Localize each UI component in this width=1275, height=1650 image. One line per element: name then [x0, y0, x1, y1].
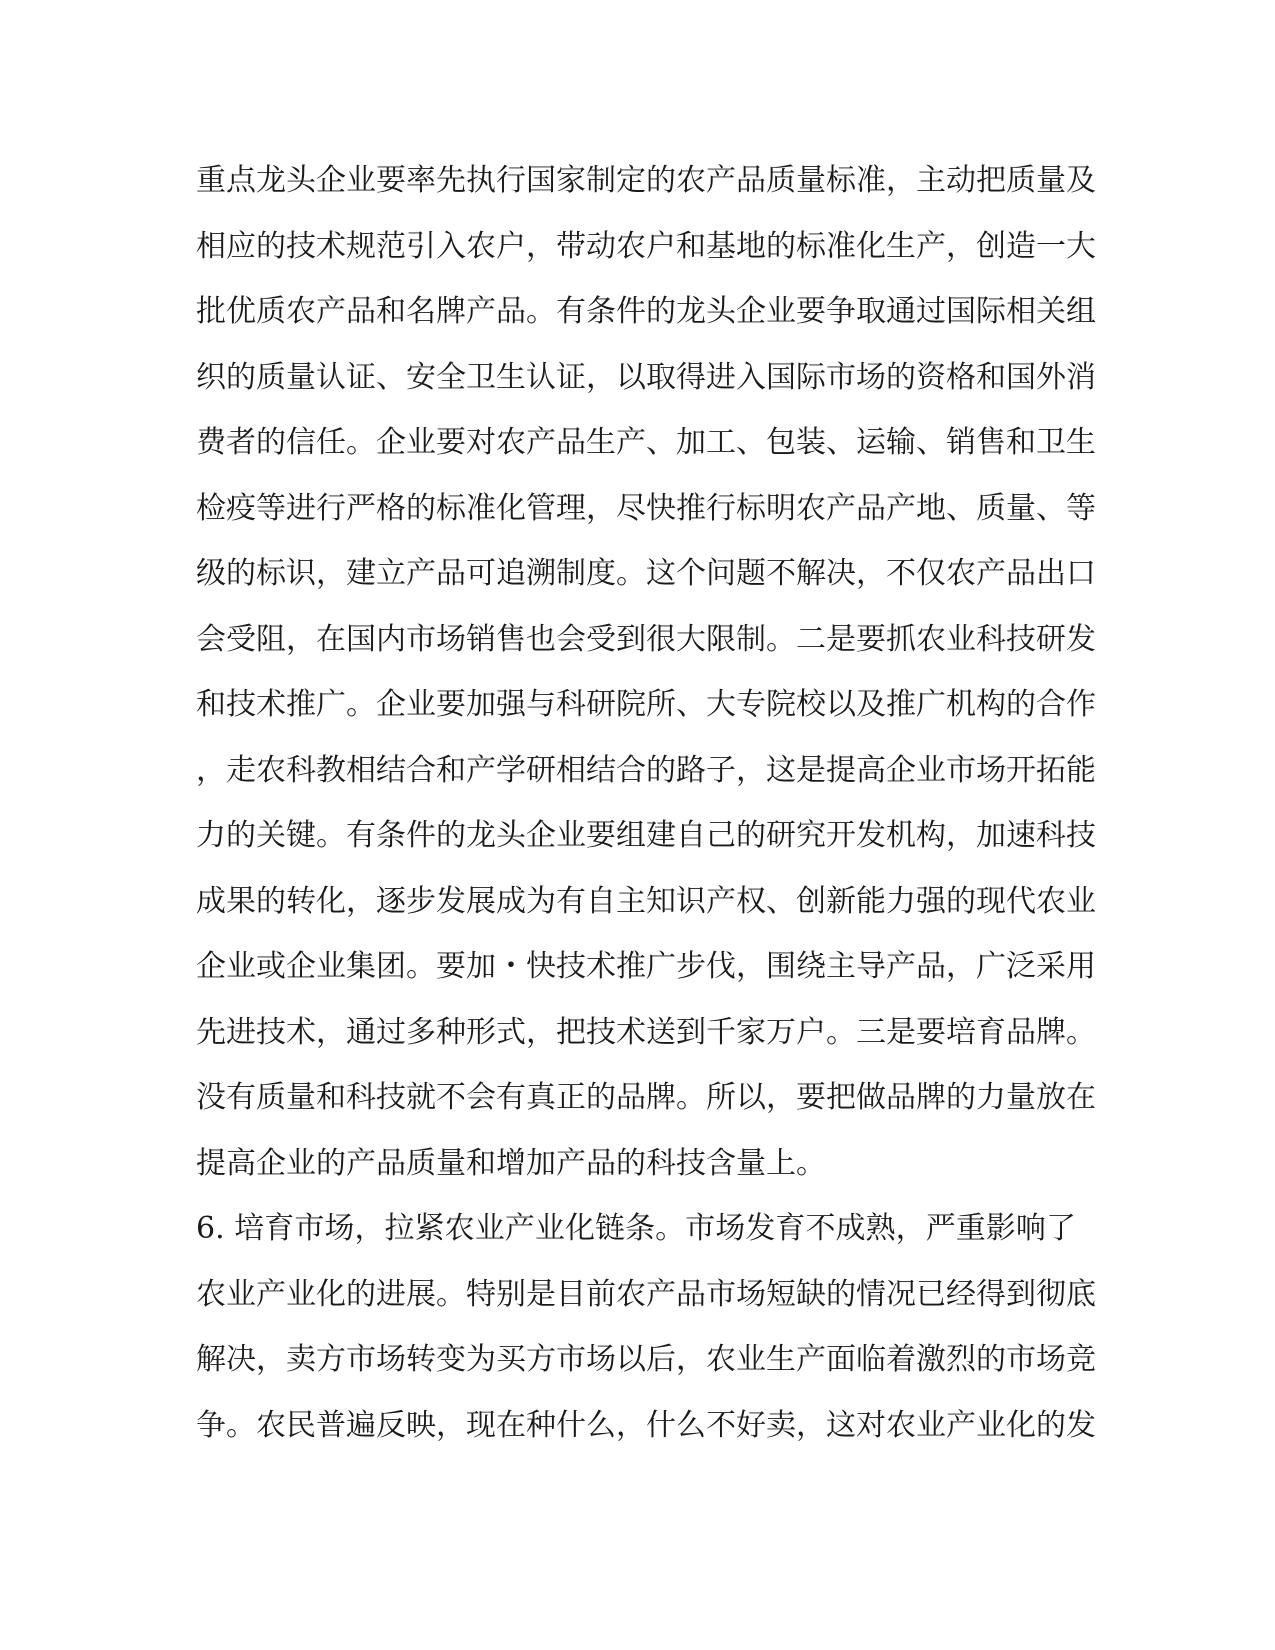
text-line: 6. 培育市场，拉紧农业产业化链条。市场发育不成熟，严重影响了: [196, 1211, 1076, 1246]
text-line: 和技术推广。企业要加强与科研院所、大专院校以及推广机构的合作: [196, 687, 1096, 722]
text-line: 批优质农产品和名牌产品。有条件的龙头企业要争取通过国际相关组: [196, 294, 1096, 329]
text-line: ，走农科教相结合和产学研相结合的路子，这是提高企业市场开拓能: [196, 752, 1096, 788]
text-line: 企业或企业集团。要加・快技术推广步伐，围绕主导产品，广泛采用: [196, 949, 1096, 984]
text-line: 费者的信任。企业要对农产品生产、加工、包装、运输、销售和卫生: [196, 425, 1096, 460]
text-line: 提高企业的产品质量和增加产品的科技含量上。: [196, 1145, 826, 1181]
text-line: 力的关键。有条件的龙头企业要组建自己的研究开发机构，加速科技: [196, 818, 1096, 853]
body-text: [196, 148, 1096, 1458]
text-line: 先进技术，通过多种形式，把技术送到千家万户。三是要培育品牌。: [196, 1014, 1096, 1050]
text-line: 争。农民普遍反映，现在种什么，什么不好卖，这对农业产业化的发: [196, 1407, 1096, 1443]
text-line: 成果的转化，逐步发展成为有自主知识产权、创新能力强的现代农业: [196, 883, 1096, 919]
text-line: 检疫等进行严格的标准化管理，尽快推行标明农产品产地、质量、等: [196, 490, 1096, 526]
text-line: 级的标识，建立产品可追溯制度。这个问题不解决，不仅农产品出口: [196, 556, 1096, 591]
text-line: 农业产业化的进展。特别是目前农产品市场短缺的情况已经得到彻底: [196, 1276, 1096, 1312]
text-line: 相应的技术规范引入农户，带动农户和基地的标准化生产，创造一大: [196, 228, 1096, 264]
text-line: 重点龙头企业要率先执行国家制定的农产品质量标准，主动把质量及: [196, 163, 1096, 198]
text-line: 会受阻，在国内市场销售也会受到很大限制。二是要抓农业科技研发: [196, 621, 1096, 657]
text-line: 织的质量认证、安全卫生认证，以取得进入国际市场的资格和国外消: [196, 359, 1096, 395]
text-line: 没有质量和科技就不会有真正的品牌。所以，要把做品牌的力量放在: [196, 1080, 1096, 1115]
text-line: 解决，卖方市场转变为买方市场以后，农业生产面临着激烈的市场竞: [196, 1342, 1096, 1377]
